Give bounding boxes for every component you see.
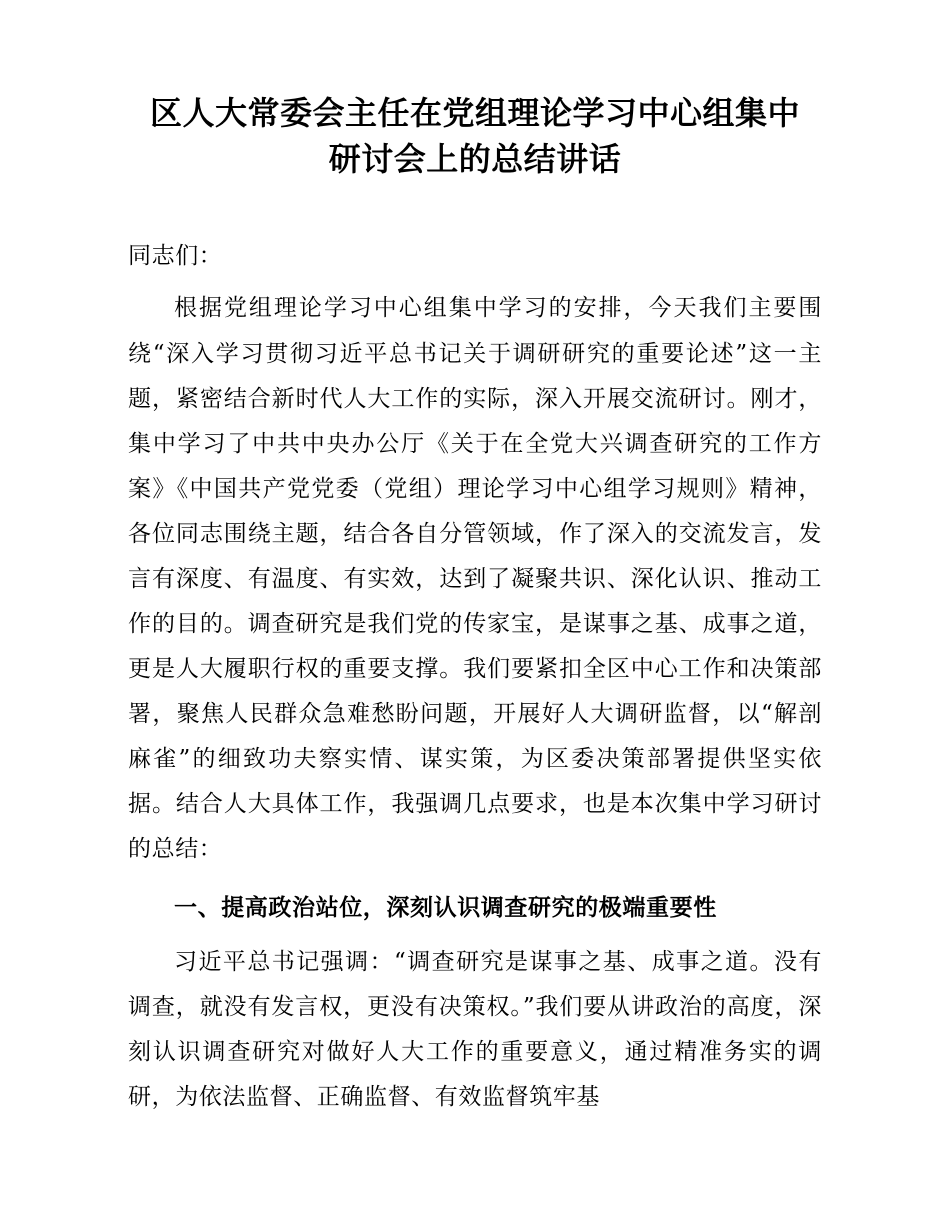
salutation: 同志们： bbox=[128, 242, 223, 269]
section-paragraph-1: 习近平总书记强调：“调查研究是谋事之基、成事之道。没有调查，就没有发言权，更没有决策权。”我们要从讲政治的高度，深刻认识调查研究对做好人大工作的重要意义，通过精准务实的调研，为依法监督、正确监督、有效监督筑牢基 bbox=[128, 948, 822, 1110]
page-title: 区人大常委会主任在党组理论学习中心组集中研讨会上的总结讲话 bbox=[149, 94, 800, 179]
body-paragraph-1: 根据党组理论学习中心组集中学习的安排，今天我们主要围绕“深入学习贯彻习近平总书记关于调研研究的重要论述”这一主题，紧密结合新时代人大工作的实际，深入开展交流研讨。刚才，集中学习了中共中央办公厅《关于在全党大兴调查研究的工作方案》《中国共产党党委（党组）理论学习中心组学习规则》精神，各位同志围绕主题，结合各自分管领域，作了深入的交流发言，发言有深度、有温度、有实效，达到了凝聚共识、深化认识、推动工作的目的。调查研究是我们党的传家宝，是谋事之基、成事之道，更是人大履职行权的重要支撑。我们要紧扣全区中心工作和决策部署，聚焦人民群众急难愁盼问题，开展好人大调研监督，以“解剖麻雀”的细致功夫察实情、谋实策，为区委决策部署提供坚实依据。结合人大具体工作，我强调几点要求，也是本次集中学习研讨的总结： bbox=[128, 295, 822, 863]
section-heading-1: 一、提高政治站位，深刻认识调查研究的极端重要性 bbox=[174, 895, 717, 922]
